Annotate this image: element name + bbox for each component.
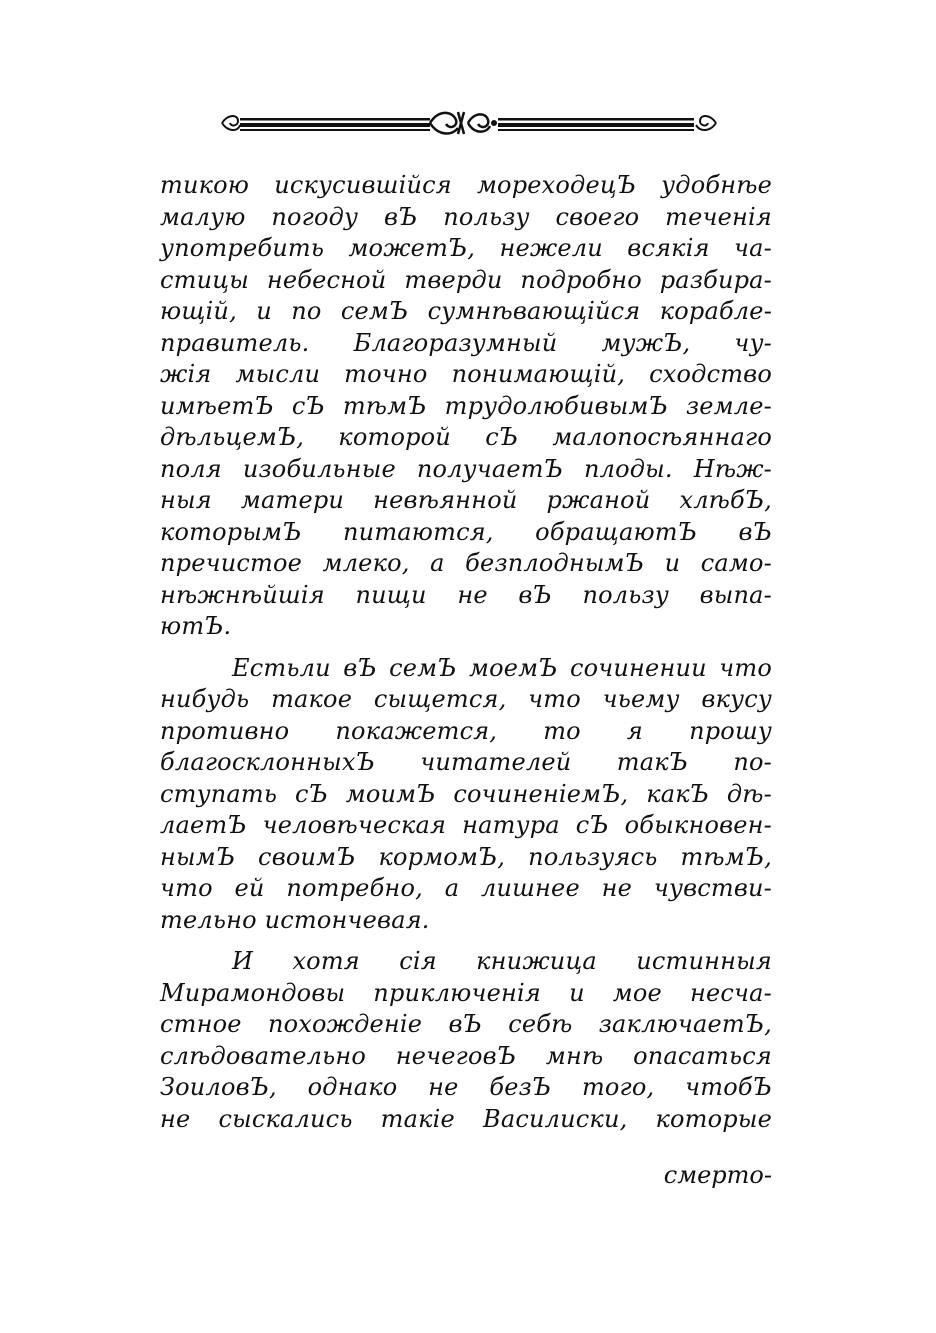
text-line: ступать сЪ моимЪ сочиненіемЪ, какЪ дѣ- bbox=[160, 779, 772, 808]
text-line: слѣдовательно нечеговЪ мнѣ опасаться bbox=[160, 1041, 772, 1070]
text-line: благосклонныхЪ читателей такЪ по- bbox=[160, 748, 772, 776]
text-line: тельно истончевая. bbox=[160, 905, 430, 934]
text-line: пречистое млеко, а безплоднымЪ и само- bbox=[160, 549, 772, 577]
text-line: Мирамондовы приключенія и мое несча- bbox=[160, 978, 772, 1007]
text-line: жія мысли точно понимающій, сходство bbox=[160, 360, 772, 388]
text-line: малую погоду вЪ пользу своего теченія bbox=[160, 202, 772, 231]
paragraph bbox=[160, 653, 772, 937]
text-line: И хотя сія книжица истинныя bbox=[232, 947, 772, 975]
text-line: лаетЪ человѣческая натура сЪ обыкновен- bbox=[160, 811, 772, 839]
paragraph bbox=[160, 946, 772, 1135]
text-line: Естьли вЪ семЪ моемЪ сочинении что bbox=[232, 653, 772, 682]
text-line: стное похожденіе вЪ себѣ заключаетЪ, bbox=[160, 1010, 772, 1038]
text-line: которымЪ питаются, обращаютЪ вЪ bbox=[160, 517, 772, 546]
text-line: дѣльцемЪ, которой сЪ малопосѣяннаго bbox=[160, 423, 772, 451]
text-line: тикою искусившійся мореходецЪ удобнѣе bbox=[160, 171, 772, 199]
text-line: нибудь такое сыщется, что чьему вкусу bbox=[160, 685, 772, 713]
catchword: смерто- bbox=[663, 1161, 772, 1189]
text-line: нѣжнѣйшія пищи не вЪ пользу выпа- bbox=[160, 580, 772, 609]
body-text bbox=[160, 170, 772, 1135]
text-line: ющій, и по семЪ сумнѣвающійся корабле- bbox=[160, 297, 772, 325]
text-line: ютЪ. bbox=[160, 612, 232, 640]
decorative-headpiece bbox=[218, 106, 720, 140]
text-line: правитель. Благоразумный мужЪ, чу- bbox=[160, 328, 772, 357]
text-line: употребить можетЪ, нежели всякія ча- bbox=[160, 234, 772, 262]
text-line: стицы небесной тверди подробно разбира- bbox=[160, 265, 772, 294]
text-line: поля изобильные получаетЪ плоды. Нѣж- bbox=[160, 454, 772, 483]
text-line: противно покажется, то я прошу bbox=[160, 716, 772, 745]
text-line: что ей потребно, а лишнее не чувстви- bbox=[160, 874, 772, 902]
text-line: нымЪ своимЪ кормомЪ, пользуясь тѣмЪ, bbox=[160, 842, 772, 871]
text-line: ЗоиловЪ, однако не безЪ того, чтобЪ bbox=[160, 1073, 772, 1101]
text-line: не сыскались такіе Василиски, которые bbox=[160, 1104, 772, 1133]
paragraph bbox=[160, 170, 772, 643]
text-line: ныя матери невѣянной ржаной хлѣбЪ, bbox=[160, 486, 772, 514]
text-line: имѣетЪ сЪ тѣмЪ трудолюбивымЪ земле- bbox=[160, 391, 772, 420]
